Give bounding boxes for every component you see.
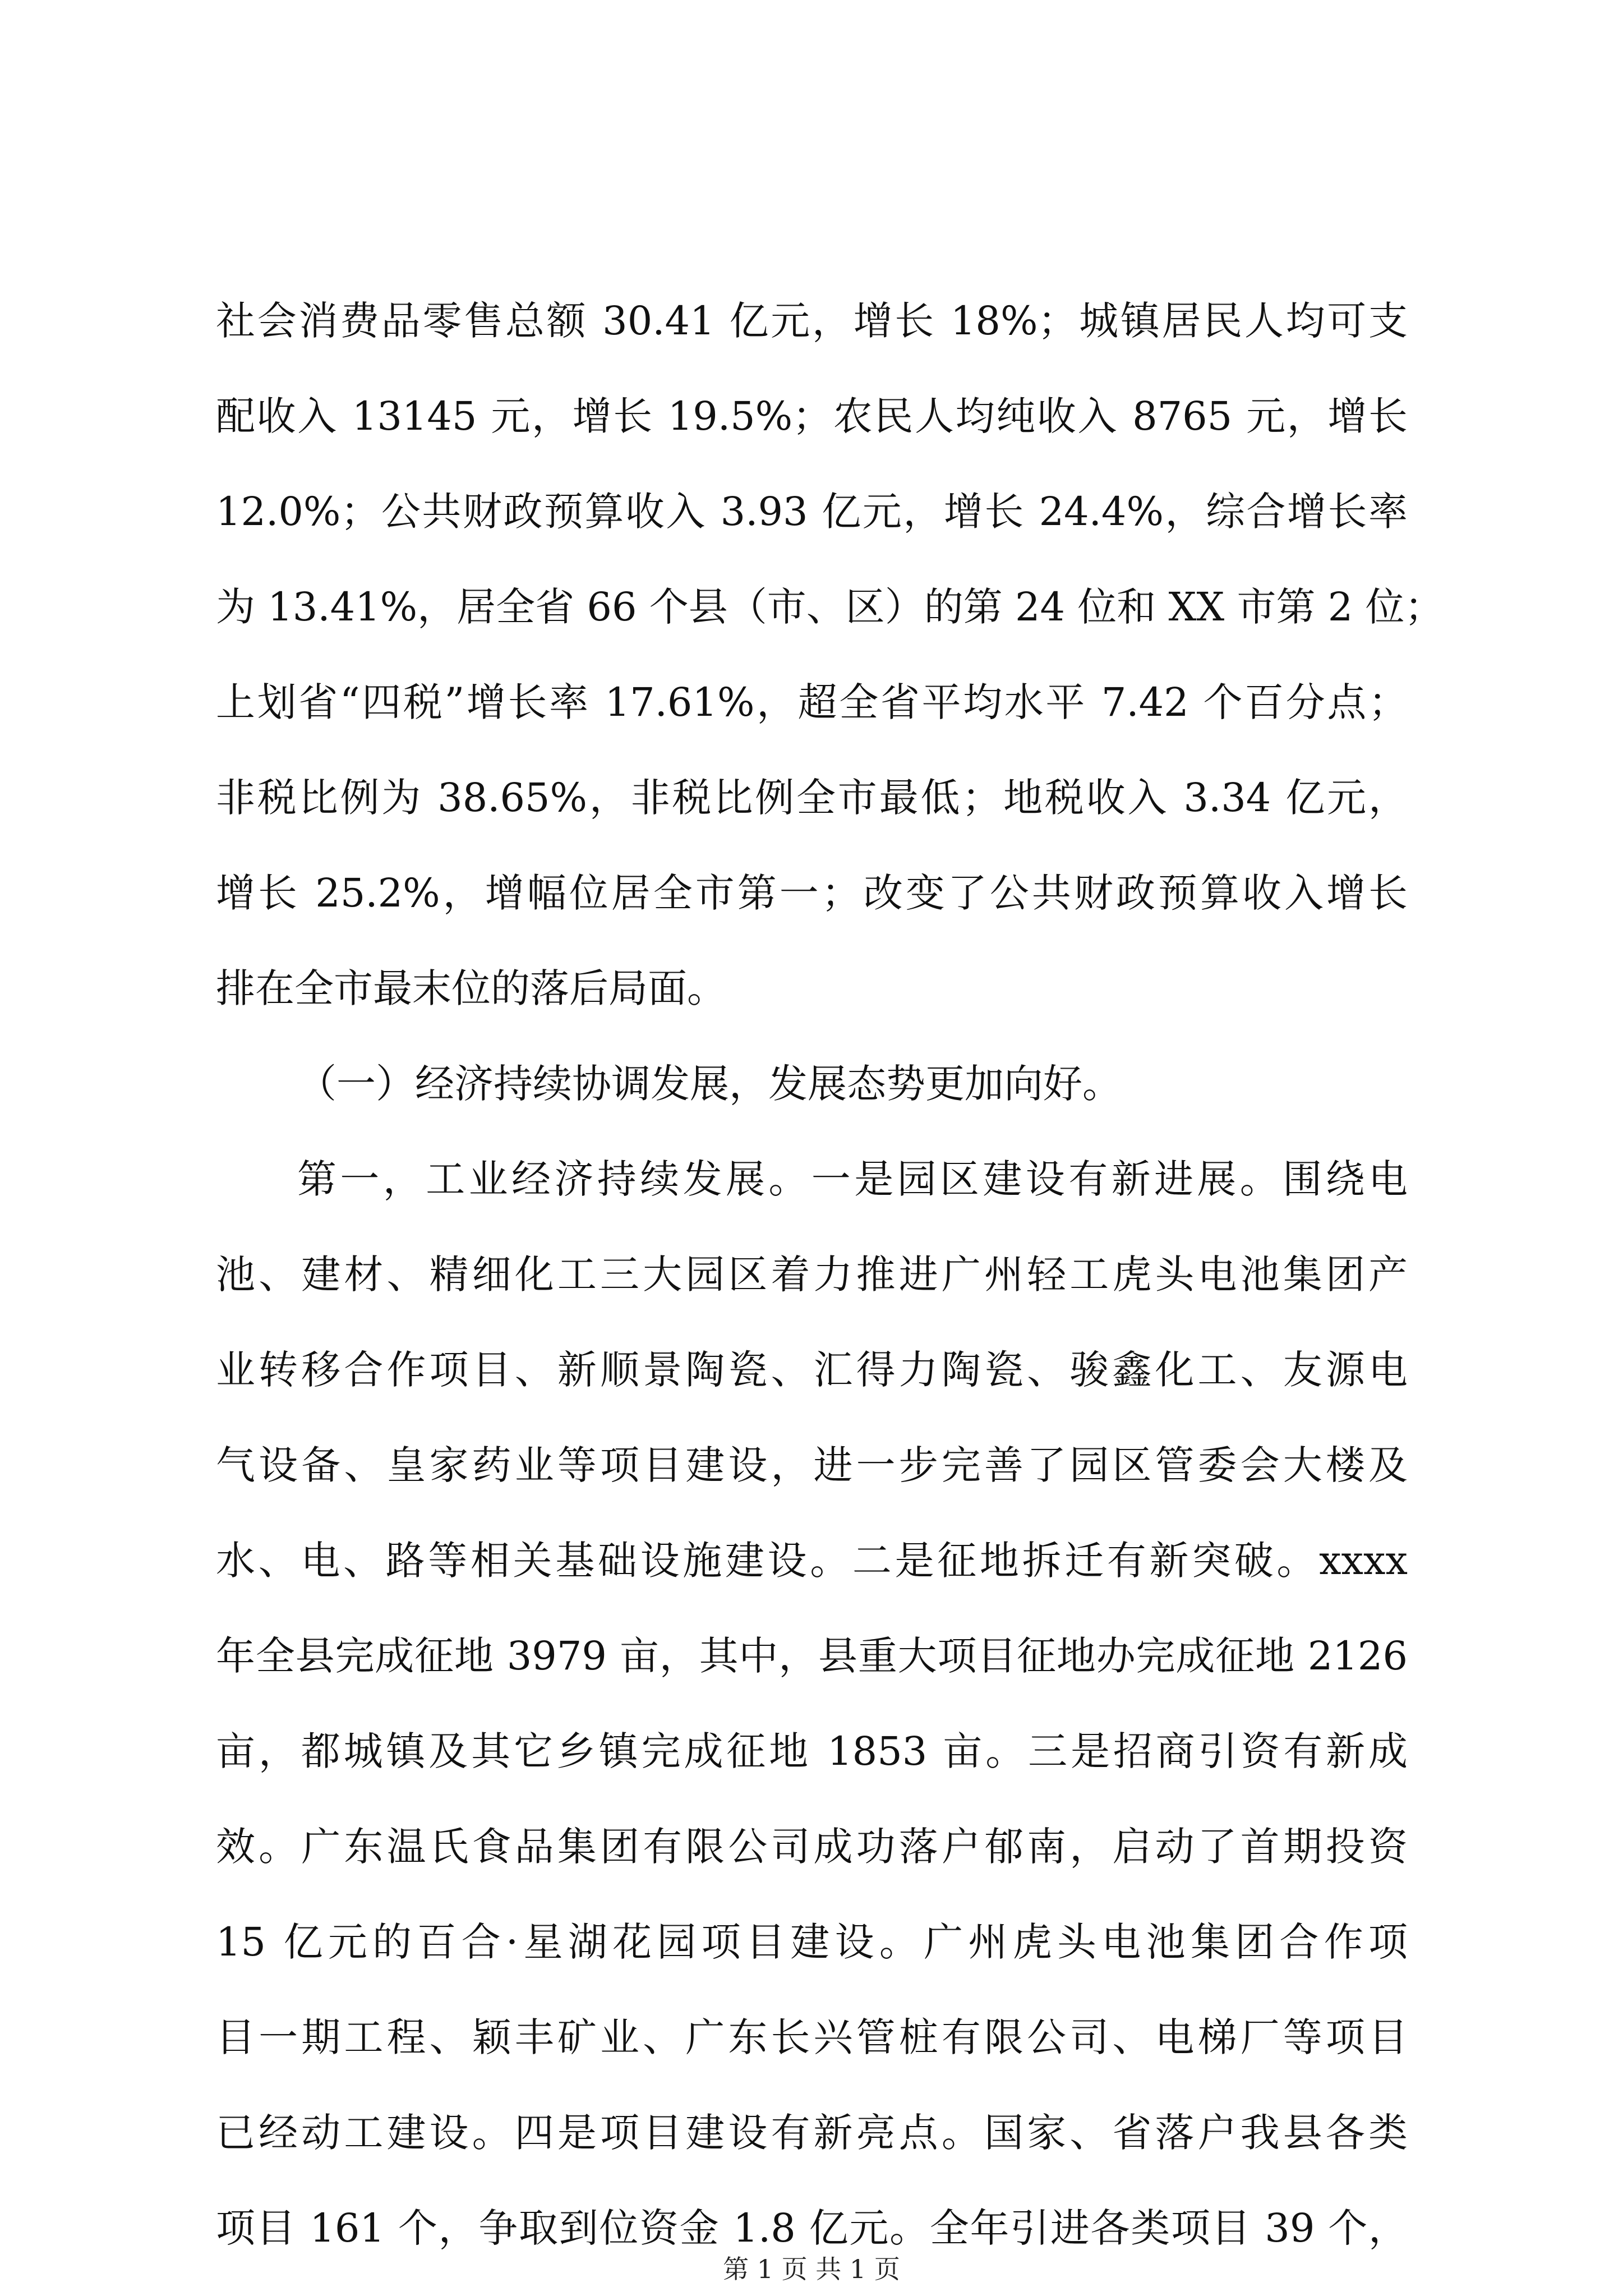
text-line: 排在全市最末位的落后局面。 xyxy=(216,965,726,1011)
paragraph-first-line: 第一，工业经济持续发展。一是园区建设有新进展。围绕电 xyxy=(297,1156,1408,1202)
text-line: 15 亿元的百合·星湖花园项目建设。广州虎头电池集团合作项 xyxy=(216,1919,1408,1965)
text-line: 非税比例为 38.65%，非税比例全市最低；地税收入 3.34 亿元， xyxy=(216,775,1408,821)
text-line: 项目 161 个，争取到位资金 1.8 亿元。全年引进各类项目 39 个， xyxy=(216,2205,1408,2251)
text-line: 配收入 13145 元，增长 19.5%；农民人均纯收入 8765 元，增长 xyxy=(216,393,1408,439)
text-line: 已经动工建设。四是项目建设有新亮点。国家、省落户我县各类 xyxy=(216,2110,1408,2156)
text-line: 亩，都城镇及其它乡镇完成征地 1853 亩。三是招商引资有新成 xyxy=(216,1728,1408,1774)
text-line: 为 13.41%，居全省 66 个县（市、区）的第 24 位和 XX 市第 2 位； xyxy=(216,584,1444,630)
section-heading: （一）经济持续协调发展，发展态势更加向好。 xyxy=(297,1061,1122,1107)
text-line: 12.0%；公共财政预算收入 3.93 亿元，增长 24.4%，综合增长率 xyxy=(216,489,1408,535)
text-line: 效。广东温氏食品集团有限公司成功落户郁南，启动了首期投资 xyxy=(216,1824,1408,1870)
text-line: 增长 25.2%，增幅位居全市第一；改变了公共财政预算收入增长 xyxy=(216,870,1408,916)
text-line: 业转移合作项目、新顺景陶瓷、汇得力陶瓷、骏鑫化工、友源电 xyxy=(216,1347,1408,1393)
text-line: 水、电、路等相关基础设施建设。二是征地拆迁有新突破。xxxx xyxy=(216,1538,1408,1584)
text-line: 年全县完成征地 3979 亩，其中，县重大项目征地办完成征地 2126 xyxy=(216,1633,1408,1679)
text-line: 目一期工程、颖丰矿业、广东长兴管桩有限公司、电梯厂等项目 xyxy=(216,2014,1408,2060)
text-line: 气设备、皇家药业等项目建设，进一步完善了园区管委会大楼及 xyxy=(216,1442,1408,1488)
text-line: 池、建材、精细化工三大园区着力推进广州轻工虎头电池集团产 xyxy=(216,1251,1408,1297)
page-number-footer: 第 1 页 共 1 页 xyxy=(723,2254,900,2284)
text-line: 社会消费品零售总额 30.41 亿元，增长 18%；城镇居民人均可支 xyxy=(216,298,1408,344)
text-line: 上划省“四税”增长率 17.61%，超全省平均水平 7.42 个百分点； xyxy=(216,679,1408,725)
